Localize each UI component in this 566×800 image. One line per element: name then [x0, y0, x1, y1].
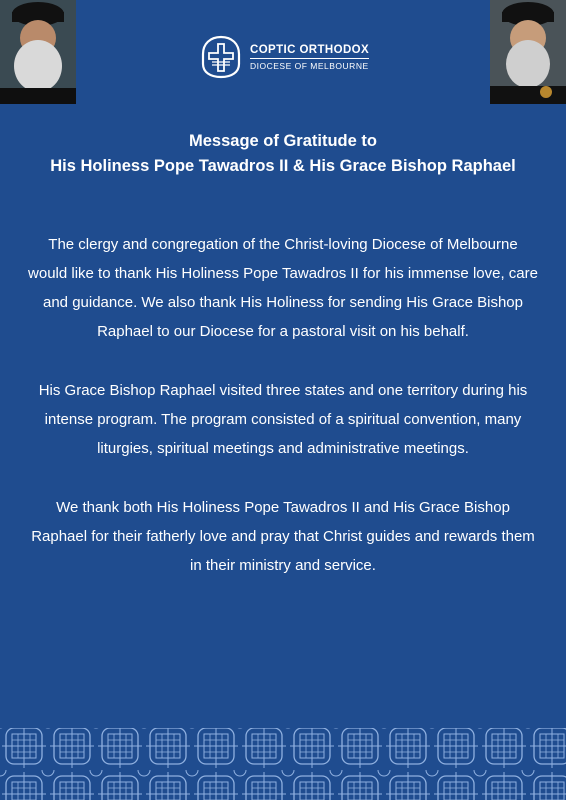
paragraph-thanks: The clergy and congregation of the Christ-loving Diocese of Melbourne would like to thank His Holiness Pope Tawadros II for his immense love, care and guidance. We also thank His Holiness for sending His Grace Bishop Raphael to our Diocese for a pastoral visit on his behalf.: [28, 236, 538, 340]
title-line-1: Message of Gratitude to: [189, 132, 377, 150]
coptic-cross-icon: [198, 34, 244, 80]
pope-tawadros-portrait: [490, 0, 566, 104]
bishop-raphael-portrait: [0, 0, 76, 104]
page-title: [0, 129, 566, 179]
paragraph-closing: We thank both His Holiness Pope Tawadros II and His Grace Bishop Raphael for their fatherly love and pray that Christ guides and rewards them in their ministry and service.: [31, 499, 535, 574]
message-body: [28, 230, 538, 610]
decorative-lattice-border: [0, 722, 566, 800]
paragraph-visit: His Grace Bishop Raphael visited three states and one territory during his intense program. The program consisted of a spiritual convention, many liturgies, spiritual meetings and administrative meetings.: [38, 382, 528, 457]
title-line-2: His Holiness Pope Tawadros II & His Grace Bishop Raphael: [50, 157, 516, 175]
logo-subtitle: DIOCESE OF MELBOURNE: [250, 58, 369, 71]
logo-title: COPTIC ORTHODOX: [250, 43, 370, 56]
diocese-logo: [198, 34, 369, 80]
